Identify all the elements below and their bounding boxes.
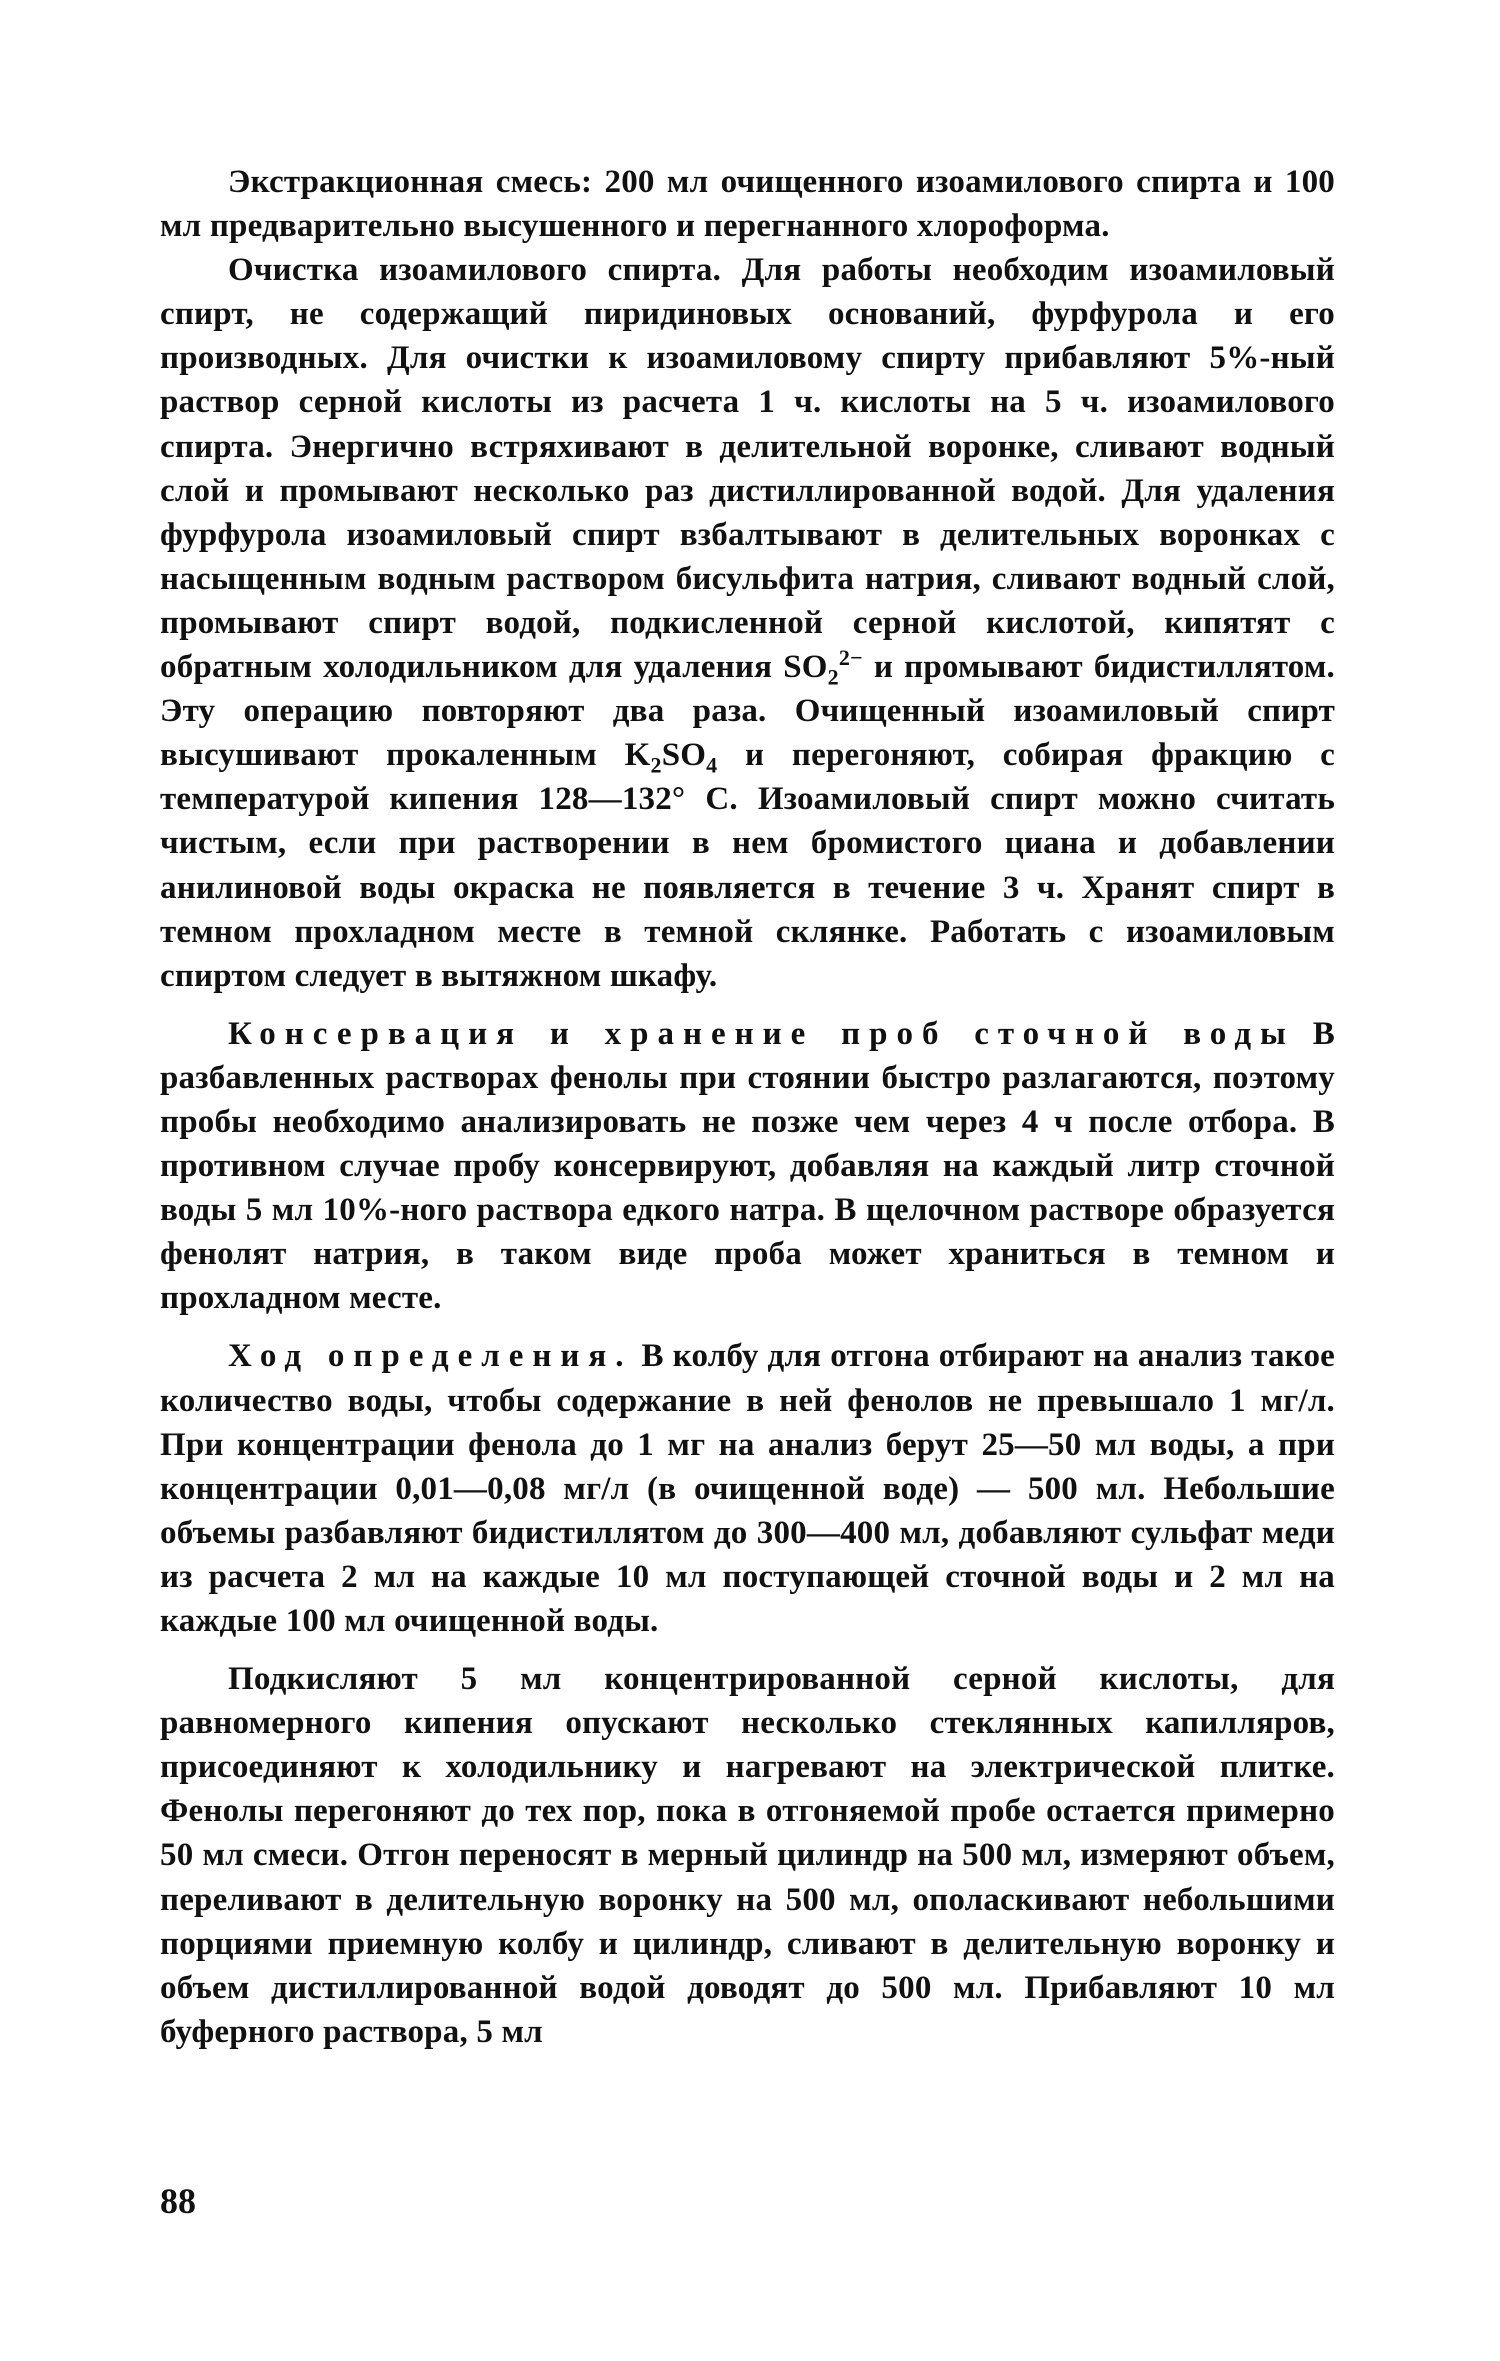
paragraph-procedure xyxy=(160,1334,1335,1643)
section-lead-purification: Очистка изоамилового спирта. xyxy=(228,252,722,289)
section-lead-procedure: Ход определения. xyxy=(228,1338,633,1375)
paragraph-extraction-mixture: Экстракционная смесь: 200 мл очищенного изоамилового спирта и 100 мл предварительно высушенного и перегнанного хлороформа. xyxy=(160,164,1335,245)
paragraph-text: и перегоняют, собирая фракцию с температурой кипения 128—132° С. Изоамиловый спирт можно считать чистым, если при растворении в нем бромистого циана и добавлении анилиновой воды окраска не появляется в течение 3 ч. Хранят спирт в темном прохладном месте в темной склянке. Работать с изоамиловым спиртом следует в вытяжном шкафу. xyxy=(160,737,1335,994)
paragraph-text: SO xyxy=(661,737,707,774)
paragraph-text: Для работы необходим изоамиловый спирт, не содержащий пиридиновых оснований, фурфурола и его производных. Для очистки к изоамиловому спирту прибавляют 5%-ный раствор серной кислоты из расчета 1 ч. кислоты на 5 ч. изоамилового спирта. Энергично встряхивают в делительной воронке, сливают водный слой и промывают несколько раз дистиллированной водой. Для удаления фурфурола изоамиловый спирт взбалтывают в делительных воронках с насыщенным водным раствором бисульфита натрия, сливают водный слой, промывают спирт водой, подкисленной серной кислотой, кипятят с обратным холодильником для удаления SO xyxy=(160,252,1335,686)
subscript: 2 xyxy=(827,664,839,690)
section-lead-preservation: Консервация и хранение проб сточной воды xyxy=(228,1015,1295,1052)
page-number: 88 xyxy=(160,2181,196,2221)
paragraph-text: В колбу для отгона отбирают на анализ такое количество воды, чтобы содержание в ней фенолов не превышало 1 мг/л. При концентрации фенола до 1 мг на анализ берут 25—50 мл воды, а при концентрации 0,01—0,08 мг/л (в очищенной воде) — 500 мл. Небольшие объемы разбавляют бидистиллятом до 300—400 мл, добавляют сульфат меди из расчета 2 мл на каждые 10 мл поступающей сточной воды и 2 мл на каждые 100 мл очищенной воды. xyxy=(160,1338,1335,1639)
subscript: 4 xyxy=(706,752,718,778)
paragraph-text: и промывают бидистиллятом. Эту операцию повторяют два раза. Очищенный изоамиловый спирт высушивают прокаленным K xyxy=(160,649,1335,774)
paragraph-text: В разбавленных растворах фенолы при стоянии быстро разлагаются, поэтому пробы необходимо анализировать не позже чем через 4 ч после отбора. В противном случае пробу консервируют, добавляя на каждый литр сточной воды 5 мл 10%-ного раствора едкого натра. В щелочном растворе образуется фенолят натрия, в таком виде проба может храниться в темном и прохладном месте. xyxy=(160,1015,1335,1317)
superscript: 2− xyxy=(838,645,863,671)
page-body xyxy=(160,160,1335,2054)
paragraph-isoamyl-purification xyxy=(160,248,1335,998)
paragraph-distillation: Подкисляют 5 мл концентрированной серной кислоты, для равномерного кипения опускают несколько стеклянных капилляров, присоединяют к холодильнику и нагревают на электрической плитке. Фенолы перегоняют до тех пор, пока в отгоняемой пробе остается примерно 50 мл смеси. Отгон переносят в мерный цилиндр на 500 мл, измеряют объем, переливают в делительную воронку на 500 мл, ополаскивают небольшими порциями приемную колбу и цилиндр, сливают в делительную воронку и объем дистиллированной водой доводят до 500 мл. Прибавляют 10 мл буферного раствора, 5 мл xyxy=(160,1661,1335,2050)
paragraph-sample-preservation xyxy=(160,1012,1335,1321)
subscript: 2 xyxy=(650,752,662,778)
